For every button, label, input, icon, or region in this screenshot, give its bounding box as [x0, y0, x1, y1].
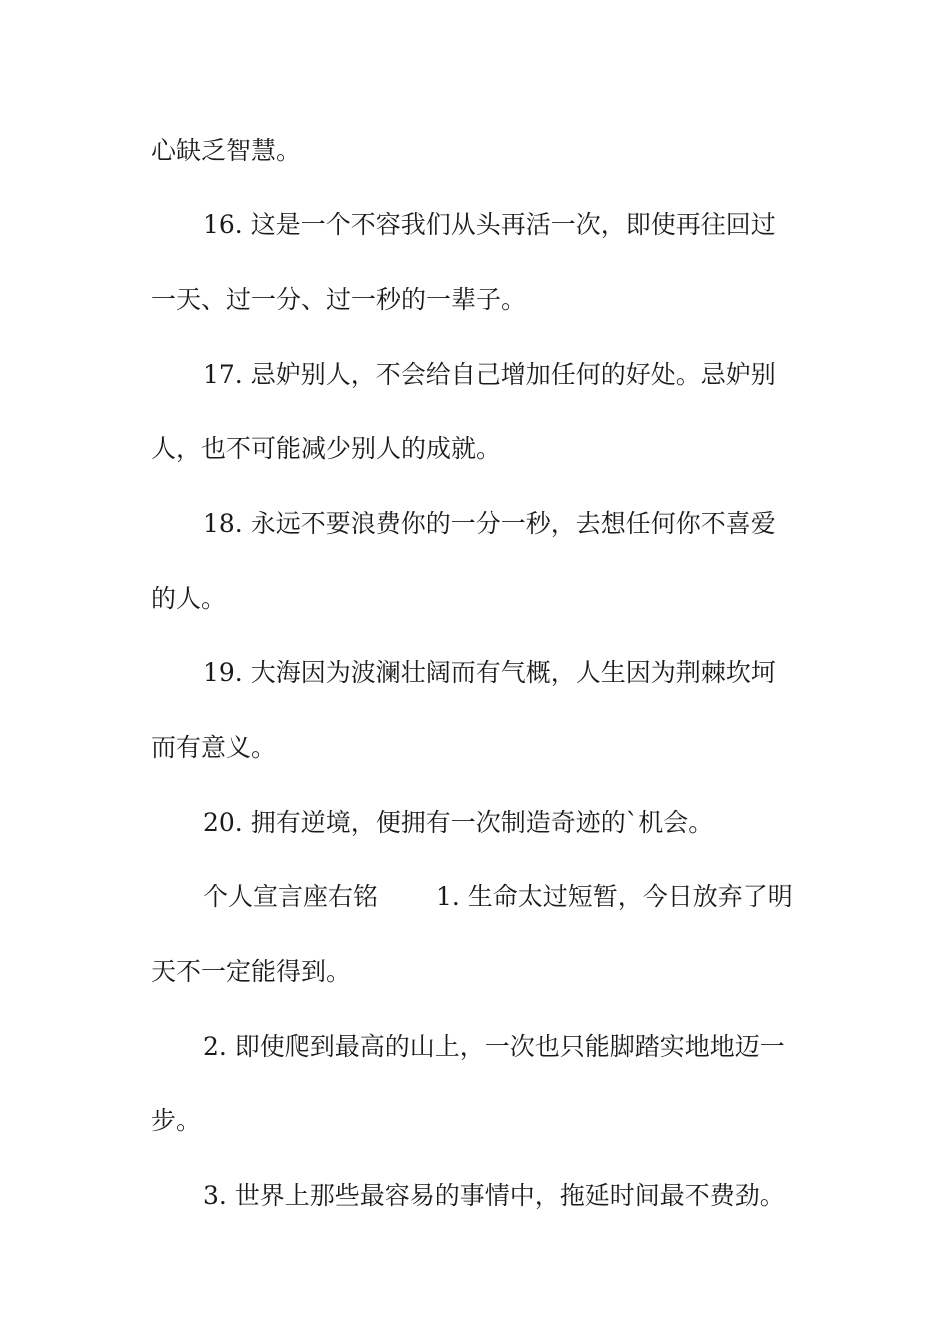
paragraph-line: 19. 大海因为波澜壮阔而有气概，人生因为荆棘坎坷 [203, 658, 776, 687]
paragraph-line: 3. 世界上那些最容易的事情中，拖延时间最不费劲。 [203, 1181, 785, 1210]
paragraph-line: 步。 [151, 1106, 202, 1135]
paragraph-line: 2. 即使爬到最高的山上，一次也只能脚踏实地地迈一 [203, 1032, 785, 1061]
paragraph-line: 一天、过一分、过一秒的一辈子。 [151, 285, 527, 314]
paragraph-line: 而有意义。 [151, 733, 277, 762]
paragraph-line: 20. 拥有逆境，便拥有一次制造奇迹的`机会。 [203, 808, 714, 837]
paragraph-line: 心缺乏智慧。 [151, 136, 302, 165]
paragraph-line: 天不一定能得到。 [151, 957, 352, 986]
paragraph-line: 17. 忌妒别人，不会给自己增加任何的好处。忌妒别 [203, 360, 776, 389]
paragraph-line: 的人。 [151, 584, 227, 613]
paragraph-line: 个人宣言座右铭 1. 生命太过短暂，今日放弃了明 [203, 882, 793, 911]
paragraph-line: 人，也不可能减少别人的成就。 [151, 434, 502, 463]
paragraph-line: 16. 这是一个不容我们从头再活一次，即使再往回过 [203, 210, 776, 239]
paragraph-line: 18. 永远不要浪费你的一分一秒，去想任何你不喜爱 [203, 509, 776, 538]
